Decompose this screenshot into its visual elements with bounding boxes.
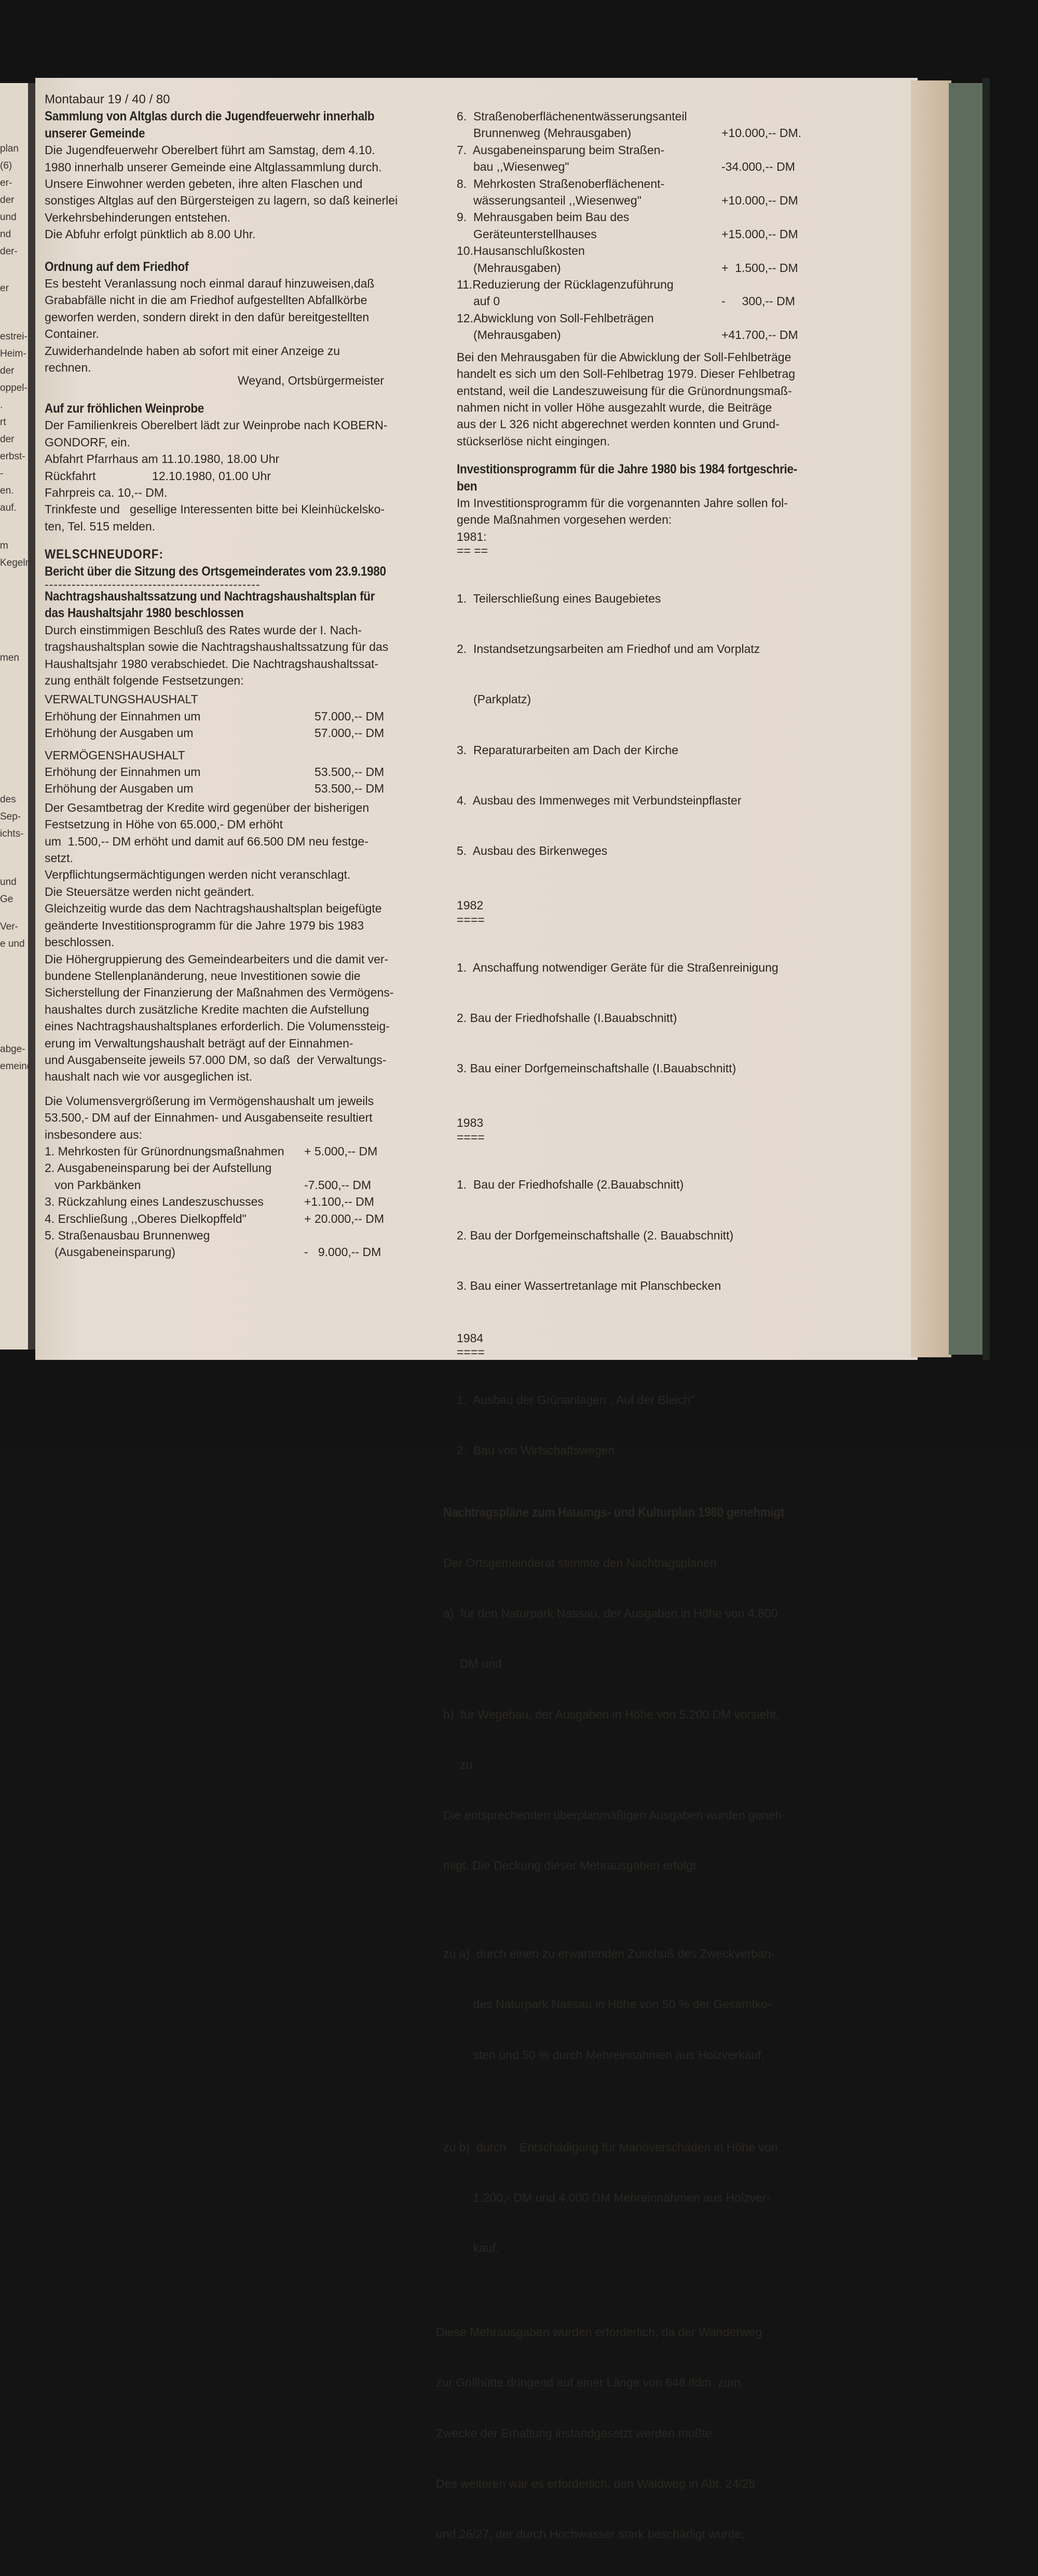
body-line: Die Höhergruppierung des Gemeindearbeiters und die damit ver-: [45, 952, 389, 966]
body-line: 1.200,- DM und 4.000 DM Mehreinnahmen aus Holzver-: [443, 2190, 771, 2204]
welschneudorf-heading: WELSCHNEUDORF:: [45, 547, 163, 562]
list-item: 3. Reparaturarbeiten am Dach der Kirche: [457, 743, 678, 757]
body-line: setzt.: [45, 851, 73, 865]
list-item: [457, 276, 835, 293]
row-value: 53.500,-- DM: [315, 765, 385, 779]
edge-line: emeind: [0, 1061, 33, 1072]
item-label: 11.Reduzierung der Rücklagenzuführung: [457, 278, 674, 292]
list-item: [457, 310, 835, 326]
body-line: Gleichzeitig wurde das dem Nachtragshaushaltsplan beigefügte: [45, 902, 382, 916]
fehlbetrag-body: [457, 349, 835, 449]
list-item: [457, 293, 835, 309]
body-line: Unsere Einwohner werden gebeten, ihre alten Flaschen und: [45, 177, 363, 191]
body-line: 53.500,- DM auf der Einnahmen- und Ausgabenseite resultiert: [45, 1111, 373, 1125]
body-line: gende Maßnahmen vorgesehen werden:: [457, 513, 672, 527]
edge-line: der: [0, 365, 15, 376]
altglas-title-2: unserer Gemeinde: [45, 126, 145, 141]
item-label: 5. Straßenausbau Brunnenweg: [45, 1229, 210, 1242]
list-item: [457, 175, 835, 192]
list-item: [457, 158, 835, 175]
list-item: [45, 1244, 424, 1260]
list-item: [457, 326, 835, 343]
edge-line: auf.: [0, 502, 17, 513]
body-line: aus der L 326 nicht abgerechnet werden konnten und Grund-: [457, 417, 780, 431]
body-line: ten, Tel. 515 melden.: [45, 519, 156, 533]
year-1983-list: [457, 1143, 835, 1328]
body-line: zur Grillhütte dringend auf einer Länge von 648 lfdm zum: [436, 2376, 741, 2390]
body-line: nahmen nicht in voller Höhe ausgezahlt wurde, die Beiträge: [457, 400, 772, 414]
table-row: [45, 780, 424, 797]
friedhof-title: Ordnung auf dem Friedhof: [45, 259, 189, 274]
body-line: Festsetzung in Höhe von 65.000,- DM erhöht: [45, 817, 283, 832]
waldweg-body: [436, 2290, 835, 2576]
row-value: 53.500,-- DM: [315, 782, 385, 796]
body-line: um 1.500,-- DM erhöht und damit auf 66.500 DM neu festge-: [45, 834, 368, 848]
body-line: Grababfälle nicht in die am Friedhof aufgestellten Abfallkörbe: [45, 293, 367, 307]
body-line: Abfahrt Pfarrhaus am 11.10.1980, 18.00 Uhr: [45, 452, 280, 466]
body-line: Der Gesamtbetrag der Kredite wird gegenüber der bisherigen: [45, 800, 370, 814]
edge-line: e und: [0, 938, 25, 949]
year-1984-list: [457, 1358, 835, 1492]
item-label: 9. Mehrausgaben beim Bau des: [457, 210, 630, 224]
item-value: +41.700,-- DM: [721, 328, 798, 342]
nachtrag-body: [45, 622, 424, 689]
body-line: Trinkfeste und gesellige Interessenten bitte bei Kleinhückelsko-: [45, 502, 385, 516]
edge-line: plan: [0, 143, 19, 154]
body-line: zu b) durch Entschädigung für Manöverschäden in Höhe von: [443, 2140, 778, 2154]
body-line: geworfen werden, sondern direkt in den dafür bereitgestellten: [45, 310, 370, 324]
year-1981-list: [457, 556, 835, 893]
list-item: 2. Bau der Dorfgemeinschaftshalle (2. Bauabschnitt): [457, 1228, 734, 1242]
body-line: Zwecke der Erhaltung instandgesetzt werden mußte.: [436, 2426, 716, 2440]
vermoegenshaushalt-heading: VERMÖGENSHAUSHALT: [45, 748, 185, 762]
row-label: Erhöhung der Ausgaben um: [45, 726, 194, 740]
edge-line: men: [0, 652, 19, 663]
body-line: zu a) durch einen zu erwartenden Zuschuß des Zweckverban-: [443, 1947, 775, 1961]
edge-line: rt: [0, 417, 6, 428]
list-item: 3. Bau einer Dorfgemeinschaftshalle (I.Bauabschnitt): [457, 1061, 736, 1075]
edge-line: Heim-: [0, 348, 26, 359]
item-value: + 1.500,-- DM: [721, 261, 798, 275]
list-item: 1. Bau der Friedhofshalle (2.Bauabschnitt): [457, 1178, 684, 1192]
investition-title-2: ben: [457, 479, 477, 494]
list-item: 4. Ausbau des Immenweges mit Verbundsteinpflaster: [457, 793, 742, 807]
list-item: 2. Instandsetzungsarbeiten am Friedhof und am Vorplatz: [457, 642, 760, 656]
list-item: [45, 1177, 424, 1193]
edge-line: erbst-: [0, 451, 25, 462]
item-label: (Ausgabeneinsparung): [45, 1245, 175, 1259]
weinprobe-body: [45, 417, 424, 535]
row-label: Erhöhung der Einnahmen um: [45, 709, 201, 723]
body-line: Verpflichtungsermächtigungen werden nicht veranschlagt.: [45, 868, 351, 882]
item-label: (Mehrausgaben): [457, 328, 561, 342]
list-item: [457, 260, 835, 276]
body-line: Im Investitionsprogramm für die vorgenannten Jahre sollen fol-: [457, 496, 788, 510]
edge-line: oppel-: [0, 383, 28, 393]
edge-line: ichts-: [0, 828, 24, 839]
body-line: stückserlöse nicht eingingen.: [457, 434, 610, 448]
year-1984: 1984: [457, 1331, 484, 1345]
nachtrag-title-2: das Haushaltsjahr 1980 beschlossen: [45, 606, 244, 621]
item-value: +10.000,-- DM: [721, 194, 798, 208]
body-line: b) für Wegebau, der Ausgaben in Höhe von 5.200 DM vorsieht,: [443, 1707, 780, 1721]
body-line: haushaltes durch zusätzliche Kredite machten die Aufstellung: [45, 1002, 370, 1016]
edge-line: (6): [0, 160, 12, 171]
list-item: 5. Ausbau des Birkenweges: [457, 844, 608, 858]
year-1982-list: [457, 925, 835, 1110]
body-line: zung enthält folgende Festsetzungen:: [45, 674, 244, 687]
list-item: [457, 242, 835, 259]
item-value: + 20.000,-- DM: [304, 1211, 385, 1225]
edge-line: und: [0, 212, 17, 223]
left-page-edge-text: [0, 140, 32, 1075]
row-value: 57.000,-- DM: [315, 709, 385, 723]
row-label: Erhöhung der Ausgaben um: [45, 782, 194, 796]
item-label: 10.Hausanschlußkosten: [457, 244, 585, 258]
body-line: und 26/27, der durch Hochwasser stark beschädigt wurde,: [436, 2527, 745, 2541]
body-line: handelt es sich um den Soll-Fehlbetrag 1979. Dieser Fehlbetrag: [457, 367, 796, 381]
list-item: [45, 1160, 424, 1176]
vermoegen-list: [45, 1143, 424, 1261]
list-item: [45, 1193, 424, 1210]
edge-line: der: [0, 434, 15, 445]
edge-line: der-: [0, 246, 18, 257]
item-label: 1. Mehrkosten für Grünordnungsmaßnahmen: [45, 1144, 284, 1158]
list-item: 2. Bau der Friedhofshalle (I.Bauabschnitt): [457, 1011, 677, 1025]
edge-line: und: [0, 877, 17, 888]
body-line: Die Steuersätze werden nicht geändert.: [45, 884, 255, 898]
year-1982: 1982: [457, 898, 484, 912]
list-item: 1. Teilerschließung eines Baugebietes: [457, 591, 661, 605]
body-line: Fahrpreis ca. 10,-- DM.: [45, 485, 168, 499]
body-line: insbesondere aus:: [45, 1127, 142, 1141]
list-item: 3. Bau einer Wassertretanlage mit Planschbecken: [457, 1278, 721, 1292]
item-label: von Parkbänken: [45, 1178, 141, 1192]
body-line: Durch einstimmigen Beschluß des Rates wurde der I. Nach-: [45, 623, 362, 637]
year-1981-rule: == ==: [457, 544, 488, 558]
edge-line: m: [0, 540, 8, 551]
item-value: - 300,-- DM: [721, 294, 795, 308]
left-column: [45, 91, 424, 1261]
item-label: 2. Ausgabeneinsparung bei der Aufstellung: [45, 1161, 272, 1175]
body-line: Container.: [45, 327, 99, 341]
vermoegen-list-continued: [457, 108, 835, 344]
table-row: [45, 708, 424, 725]
vermoegen-body: [45, 1093, 424, 1143]
edge-line: er: [0, 283, 9, 294]
item-value: -7.500,-- DM: [304, 1178, 372, 1192]
edge-line: der: [0, 195, 15, 206]
friedhof-body: [45, 275, 424, 376]
year-1984-rule: ====: [457, 1345, 485, 1359]
body-line: des Naturpark Nassau in Höhe von 50 % der Gesamtko-: [443, 1997, 772, 2011]
item-label: 7. Ausgabeneinsparung beim Straßen-: [457, 143, 665, 157]
weinprobe-title: Auf zur fröhlichen Weinprobe: [45, 401, 204, 416]
verwaltungshaushalt-heading: VERWALTUNGSHAUSHALT: [45, 692, 198, 706]
item-label: 6. Straßenoberflächenentwässerungsanteil: [457, 110, 687, 123]
body-line: sten und 50 % durch Mehreinnahmen aus Holzverkauf,: [443, 2048, 764, 2062]
investition-title: Investitionsprogramm für die Jahre 1980 bis 1984 fortgeschrie-: [457, 462, 798, 477]
item-value: +10.000,-- DM.: [721, 126, 802, 140]
body-line: Rückfahrt 12.10.1980, 01.00 Uhr: [45, 469, 271, 483]
body-line: zu.: [443, 1757, 476, 1771]
edge-line: Ge: [0, 894, 13, 905]
body-line: Die Volumensvergrößerung im Vermögenshaushalt um jeweils: [45, 1094, 374, 1108]
list-item: [45, 1210, 424, 1227]
edge-line: abge-: [0, 1044, 25, 1055]
list-item: [457, 142, 835, 158]
table-row: [45, 725, 424, 741]
item-label: Brunnenweg (Mehrausgaben): [457, 126, 632, 140]
body-line: Zuwiderhandelnde haben ab sofort mit einer Anzeige zu: [45, 344, 340, 358]
body-line: Die Jugendfeuerwehr Oberelbert führt am Samstag, dem 4.10.: [45, 143, 375, 157]
item-label: 12.Abwicklung von Soll-Fehlbeträgen: [457, 311, 654, 325]
body-line: Der Familienkreis Oberelbert lädt zur Weinprobe nach KOBERN-: [45, 418, 388, 432]
row-value: 57.000,-- DM: [315, 726, 385, 740]
item-value: -34.000,-- DM: [721, 160, 795, 174]
body-line: kauf.: [443, 2241, 499, 2255]
item-label: 4. Erschließung ,,Oberes Dielkopffeld": [45, 1211, 247, 1225]
item-label: (Mehrausgaben): [457, 261, 561, 275]
body-line: DM und: [443, 1657, 502, 1671]
item-value: +15.000,-- DM: [721, 227, 798, 241]
edge-line: .: [0, 400, 3, 411]
body-line: geänderte Investitionsprogramm für die Jahre 1979 bis 1983: [45, 918, 364, 932]
edge-line: Sep-: [0, 811, 21, 822]
list-item: [457, 192, 835, 209]
deckung-b: [443, 2105, 835, 2290]
page-header: Montabaur 19 / 40 / 80: [45, 92, 170, 106]
year-1983-rule: ====: [457, 1130, 485, 1144]
body-line: migt. Die Deckung dieser Mehrausgaben erfolgt: [443, 1859, 696, 1873]
deckung-a: [443, 1912, 835, 2096]
edge-line: -: [0, 468, 4, 479]
edge-line: Ver-: [0, 921, 18, 932]
table-row: [45, 764, 424, 780]
list-item: 1. Anschaffung notwendiger Geräte für die Straßenreinigung: [457, 960, 778, 974]
item-label: auf 0: [457, 294, 500, 308]
list-item: [45, 1227, 424, 1244]
edge-line: er-: [0, 178, 12, 188]
item-label: 8. Mehrkosten Straßenoberflächenent-: [457, 176, 665, 190]
body-line: entstand, weil die Landeszuweisung für die Grünordnungsmaß-: [457, 384, 792, 398]
list-item: 2. Bau von Wirtschaftswegen: [457, 1443, 615, 1457]
sitzung-title: Bericht über die Sitzung des Ortsgemeinderates vom 23.9.1980: [45, 564, 386, 579]
nachtrag-title: Nachtragshaushaltssatzung und Nachtragshaushaltsplan für: [45, 589, 375, 604]
item-label: bau ,,Wiesenweg": [457, 160, 569, 174]
list-item: (Parkplatz): [457, 692, 531, 706]
item-value: + 5.000,-- DM: [304, 1144, 378, 1158]
nachtragsplaene-title: Nachtragspläne zum Hauungs- und Kulturplan 1980 genehmigt: [443, 1505, 785, 1520]
item-value: +1.100,-- DM: [304, 1195, 374, 1209]
body-line: beschlossen.: [45, 935, 115, 949]
body-line: Bei den Mehrausgaben für die Abwicklung der Soll-Fehlbeträge: [457, 350, 791, 364]
row-label: Erhöhung der Einnahmen um: [45, 765, 201, 779]
friedhof-signature: Weyand, Ortsbürgermeister: [238, 373, 385, 387]
list-item: [457, 125, 835, 141]
body-line: 1980 innerhalb unserer Gemeinde eine Altglassammlung durch.: [45, 160, 382, 174]
body-line: Verkehrsbehinderungen entstehen.: [45, 210, 231, 224]
body-line: Diese Mehrausgaben wurden erforderlich, da der Wanderweg: [436, 2325, 762, 2339]
body-line: a) für den Naturpark Nassau, der Ausgaben in Höhe von 4.800: [443, 1606, 778, 1620]
item-label: 3. Rückzahlung eines Landeszuschusses: [45, 1195, 264, 1209]
year-1982-rule: ====: [457, 912, 485, 926]
list-item: [457, 108, 835, 125]
edge-line: estrei-: [0, 331, 28, 342]
item-label: wässerungsanteil ,,Wiesenweg": [457, 194, 641, 208]
body-line: haushalt nach wie vor ausgeglichen ist.: [45, 1070, 253, 1084]
list-item: 1. Ausbau der Grünanlagen ,,Auf der Bleich": [457, 1393, 695, 1407]
body-line: GONDORF, ein.: [45, 435, 130, 449]
body-line: erung im Verwaltungshaushalt beträgt auf der Einnahmen-: [45, 1036, 353, 1050]
nachtragsplaene-body: [443, 1521, 835, 1907]
body-line: Es besteht Veranlassung noch einmal darauf hinzuweisen,daß: [45, 277, 375, 291]
body-line: Haushaltsjahr 1980 verabschiedet. Die Nachtragshaushaltssat-: [45, 657, 379, 671]
body-line: Des weiteren war es erforderlich, den Waldweg in Abt. 24/25: [436, 2476, 756, 2490]
edge-line: des: [0, 794, 16, 805]
body-line: tragshaushaltsplan sowie die Nachtragshaushaltssatzung für das: [45, 640, 389, 654]
body-line: sonstiges Altglas auf den Bürgersteigen zu lagern, so daß keinerlei: [45, 194, 398, 208]
body-line: und Ausgabenseite jeweils 57.000 DM, so daß der Verwaltungs-: [45, 1053, 387, 1067]
sitzung-rule: ------------------------------------------------: [45, 577, 261, 591]
body-line: rechnen.: [45, 361, 91, 375]
edge-line: Kegeln: [0, 557, 31, 568]
investition-intro: [457, 495, 835, 528]
body-line: eines Nachtragshaushaltsplanes erforderlich. Die Volumenssteig-: [45, 1019, 390, 1033]
item-value: - 9.000,-- DM: [304, 1245, 381, 1259]
body-line: bundene Stellenplanänderung, neue Investitionen sowie die: [45, 969, 361, 983]
altglas-body: [45, 142, 424, 242]
edge-line: en.: [0, 485, 14, 496]
altglas-title: Sammlung von Altglas durch die Jugendfeuerwehr innerhalb: [45, 109, 375, 124]
edge-line: nd: [0, 229, 11, 240]
body-line: Sicherstellung der Finanzierung der Maßnahmen des Vermögens-: [45, 986, 394, 1000]
list-item: [45, 1143, 424, 1160]
year-1983: 1983: [457, 1116, 484, 1130]
body-line: Die Abfuhr erfolgt pünktlich ab 8.00 Uhr.: [45, 227, 256, 241]
body-line: Der Ortsgemeinderat stimmte den Nachtragsplanen: [443, 1556, 717, 1570]
list-item: [457, 226, 835, 242]
year-1981: 1981:: [457, 529, 487, 543]
kredite-body: [45, 799, 424, 1085]
list-item: [457, 209, 835, 225]
item-label: Geräteunterstellhauses: [457, 227, 597, 241]
right-column: [436, 108, 835, 2576]
body-line: Die entsprechenden überplanmäßigen Ausgaben wurden geneh-: [443, 1808, 786, 1822]
